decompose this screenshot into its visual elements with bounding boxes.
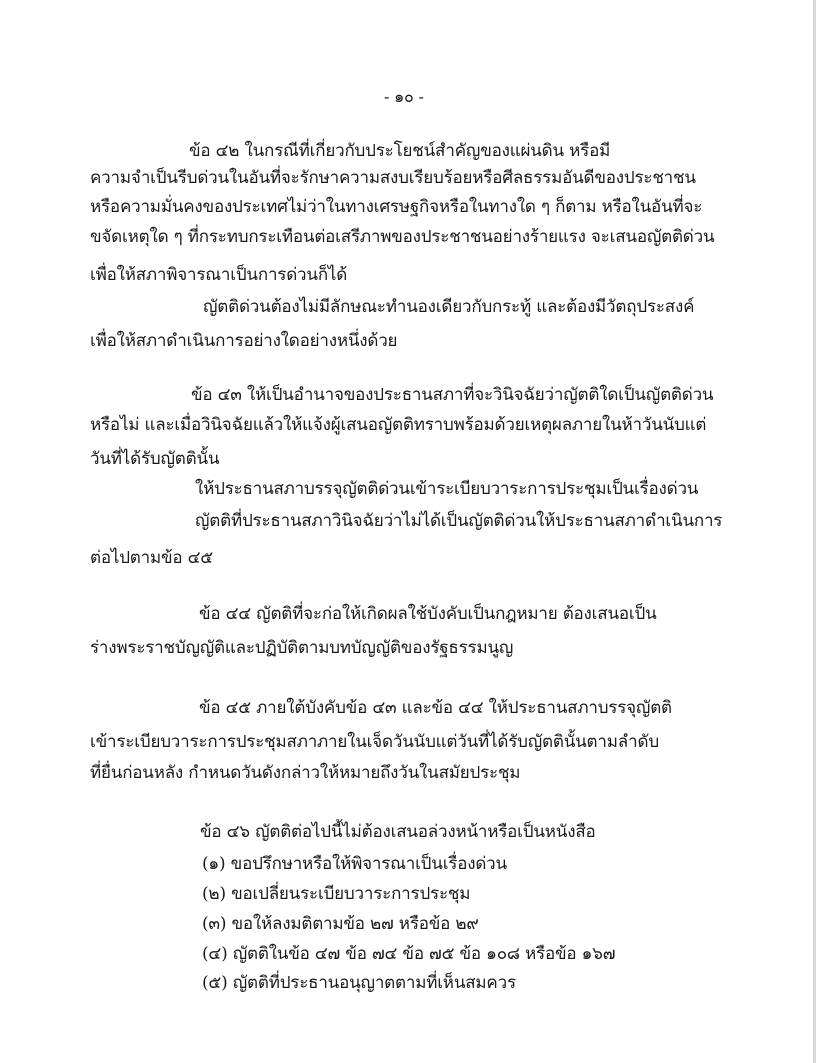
clause-42-heading: ข้อ ๔๒ ในกรณีที่เกี่ยวกับประโยชน์สำคัญของแผ่นดิน หรือมี	[189, 141, 611, 161]
clause-43-paragraph-2: ให้ประธานสภาบรรจุญัตติด่วนเข้าระเบียบวาระการประชุมเป็นเรื่องด่วน	[195, 479, 699, 499]
clause-43-paragraph-3: ญัตติที่ประธานสภาวินิจฉัยว่าไม่ได้เป็นญัตติด่วนให้ประธานสภาดำเนินการ	[195, 511, 723, 531]
clause-46-item: (๔) ญัตติในข้อ ๔๗ ข้อ ๗๔ ข้อ ๗๕ ข้อ ๑๐๘ หรือข้อ ๑๖๗	[202, 944, 616, 964]
clause-45-line: เข้าระเบียบวาระการประชุมสภาภายในเจ็ดวันนับแต่วันที่ได้รับญัตตินั้นตามลำดับ	[90, 732, 659, 752]
clause-46-heading: ข้อ ๔๖ ญัตติต่อไปนี้ไม่ต้องเสนอล่วงหน้าหรือเป็นหนังสือ	[200, 822, 596, 842]
clause-46-item: (๓) ขอให้ลงมติตามข้อ ๒๗ หรือข้อ ๒๙	[202, 914, 479, 934]
clause-43-line: หรือไม่ และเมื่อวินิจฉัยแล้วให้แจ้งผู้เสนอญัตติทราบพร้อมด้วยเหตุผลภายในห้าวันนับแต่	[90, 415, 707, 435]
clause-42-line: ขจัดเหตุใด ๆ ที่กระทบกระเทือนต่อเสรีภาพของประชาชนอย่างร้ายแรง จะเสนอญัตติด่วน	[90, 227, 715, 247]
clause-45-line: ที่ยื่นก่อนหลัง กำหนดวันดังกล่าวให้หมายถึงวันในสมัยประชุม	[90, 763, 521, 783]
page-number: - ๑๐ -	[384, 87, 424, 106]
clause-44-line: ร่างพระราชบัญญัติและปฏิบัติตามบทบัญญัติของรัฐธรรมนูญ	[90, 638, 514, 658]
clause-42-line: เพื่อให้สภาพิจารณาเป็นการด่วนก็ได้	[90, 265, 348, 285]
clause-43-line: วันที่ได้รับญัตตินั้น	[90, 449, 220, 469]
clause-45-heading: ข้อ ๔๕ ภายใต้บังคับข้อ ๔๓ และข้อ ๔๔ ให้ประธานสภาบรรจุญัตติ	[199, 698, 672, 718]
clause-43-line: ต่อไปตามข้อ ๔๕	[90, 548, 213, 568]
clause-42-line: ความจำเป็นรีบด่วนในอันที่จะรักษาความสงบเรียบร้อยหรือศีลธรรมอันดีของประชาชน	[90, 168, 696, 188]
clause-42-line: เพื่อให้สภาดำเนินการอย่างใดอย่างหนึ่งด้วย	[90, 331, 398, 351]
clause-46-item: (๑) ขอปรึกษาหรือให้พิจารณาเป็นเรื่องด่วน	[202, 854, 507, 874]
clause-44-heading: ข้อ ๔๔ ญัตติที่จะก่อให้เกิดผลใช้บังคับเป็นกฎหมาย ต้องเสนอเป็น	[199, 604, 657, 624]
clause-46-item: (๕) ญัตติที่ประธานอนุญาตตามที่เห็นสมควร	[202, 973, 516, 993]
clause-42-paragraph-2: ญัตติด่วนต้องไม่มีลักษณะทำนองเดียวกับกระทู้ และต้องมีวัตถุประสงค์	[203, 297, 695, 317]
clause-46-item: (๒) ขอเปลี่ยนระเบียบวาระการประชุม	[202, 884, 471, 904]
clause-43-heading: ข้อ ๔๓ ให้เป็นอำนาจของประธานสภาที่จะวินิจฉัยว่าญัตติใดเป็นญัตติด่วน	[191, 385, 714, 405]
clause-42-line: หรือความมั่นคงของประเทศไม่ว่าในทางเศรษฐกิจหรือในทางใด ๆ ก็ตาม หรือในอันที่จะ	[90, 197, 703, 217]
